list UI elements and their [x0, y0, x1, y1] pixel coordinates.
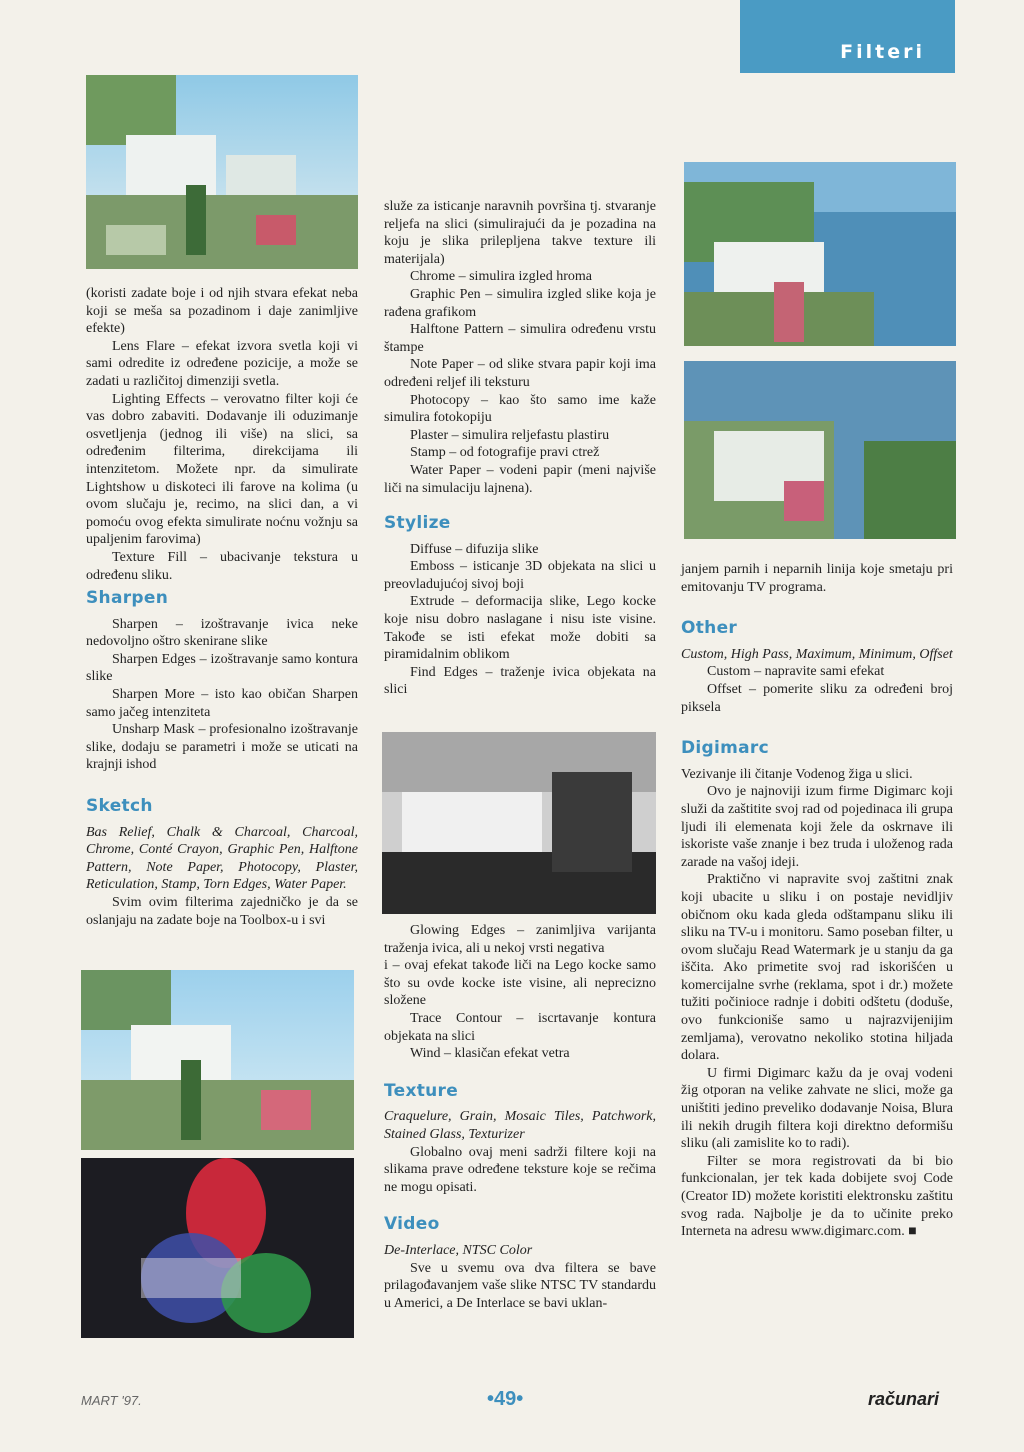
paragraph: Custom, High Pass, Maximum, Minimum, Offset [681, 646, 953, 662]
paragraph: Svim ovim filterima zajedničko je da se oslanjaju na zadate boje na Toolbox-u i svi [86, 895, 358, 928]
photo-craquelure [684, 361, 956, 539]
paragraph: Diffuse – difuzija slike [410, 541, 539, 557]
paragraph: Plaster – simulira reljefastu plastiru [410, 427, 610, 443]
paragraph: Halftone Pattern – simulira određenu vrstu štampe [384, 322, 656, 355]
paragraph: Stamp – od fotografije pravi ctrež [410, 445, 600, 461]
heading-stylize: Stylize [384, 513, 451, 534]
section-tab [740, 0, 955, 73]
column-3 [681, 561, 953, 1241]
paragraph: Chrome – simulira izgled hroma [410, 269, 592, 285]
column-2 [384, 198, 656, 699]
photo-lighting [81, 1158, 354, 1338]
paragraph: Praktično vi napravite svoj zaštitni znak koji ubacite u sliku i on postaje nevidljiv običnom oku kada gleda odštampanu sliku ili sliku na TV-u i monitoru. Samo poseban filter, u ovom slučaju Read Watermark je u stanju da ga iščita. Ako primetite svoj rad iskorišćen u komercijalne svrhe (reklama, spot i dr.) možete tužiti počinioce radnje i dobiti odštetu (doduše, ovo funkcioniše samo u najrazvijenijim zemljama), verovatno nekoliko stotina hiljada dolara. [681, 872, 953, 1064]
heading-video: Video [384, 1214, 440, 1235]
column-2-lower [384, 922, 656, 1312]
paragraph: Filter se mora registrovati da bi bio funkcionalan, jer tek kada dobijete svoj Code (Creator ID) možete koristiti elektronsku zaštitu svog rada. Najbolje je da to učinite preko Interneta na adresu www.digimarc.com. ■ [681, 1153, 953, 1240]
footer-magazine: računari [868, 1389, 940, 1409]
paragraph: Graphic Pen – simulira izgled slike koja je rađena grafikom [384, 286, 656, 320]
heading-other: Other [681, 618, 738, 639]
photo-graphic-pen [382, 732, 656, 914]
paragraph: Sharpen More – isto kao običan Sharpen samo jačeg intenziteta [86, 687, 358, 720]
photo-pixelate [86, 75, 358, 269]
paragraph: (koristi zadate boje i od njih stvara efekat neba koji se meša sa pozadinom i daje zanimljive efekte) [86, 286, 358, 337]
paragraph: Sve u svemu ova dva filtera se bave prilagođavanjem vaše slike NTSC TV standardu u Americi, a De Interlace se bavi uklan- [384, 1260, 656, 1311]
footer-issue: MART '97. [81, 1393, 142, 1408]
heading-digimarc: Digimarc [681, 738, 769, 759]
paragraph: Craquelure, Grain, Mosaic Tiles, Patchwork, Stained Glass, Texturizer [384, 1109, 656, 1142]
paragraph: Sharpen – izoštravanje ivica neke nedovoljno oštro skenirane slike [86, 616, 358, 650]
paragraph: Globalno ovaj meni sadrži filtere koji na slikama prave određene teksture koje se rečima ne mogu opisati. [384, 1144, 656, 1195]
paragraph: Trace Contour – iscrtavanje kontura objekata na slici [384, 1010, 656, 1044]
paragraph: Lens Flare – efekat izvora svetla koji vi sami odredite iz određene pozicije, a može se zadati u različitoj dimenziji svetla. [86, 338, 358, 389]
paragraph: Note Paper – od slike stvara papir koji ima određeni reljef ili teksturu [384, 357, 656, 390]
paragraph: Photocopy – kao što samo ime kaže simulira fotokopiju [384, 392, 656, 426]
paragraph: Ovo je najnoviji izum firme Digimarc koji služi da zaštitite svoj rad od pojedinaca ili grupa ljudi ili elemenata koji žele da oskrnave ili iskoriste vaše znanje i bez truda i uloženog rada zarade na vašoj ideji. [681, 784, 953, 870]
paragraph: janjem parnih i neparnih linija koje smetaju pri emitovanju TV programa. [681, 562, 953, 595]
paragraph: služe za isticanje naravnih površina tj. stvaranje reljefa na slici (simulirajući da je pozadina na koju je slika prilepljena takve texture ili materijala) [384, 199, 656, 267]
paragraph: Water Paper – vodeni papir (meni najviše liči na simulaciju lajnena). [384, 462, 656, 496]
paragraph: Texture Fill – ubacivanje tekstura u određenu sliku. [86, 549, 358, 583]
paragraph: Custom – napravite sami efekat [707, 664, 885, 680]
heading-texture: Texture [384, 1080, 459, 1101]
heading-sharpen: Sharpen [86, 588, 169, 609]
paragraph: Glowing Edges – zanimljiva varijanta traženja ivica, ali u nekoj vrsti negativa [384, 923, 656, 956]
paragraph: Sharpen Edges – izoštravanje samo kontura slike [86, 651, 358, 685]
paragraph: Extrude – deformacija slike, Lego kocke koje nisu dobro naslagane i nisu iste visine. Takođe se isti efekat može dobiti sa piramidalnim oblikom [384, 594, 656, 663]
paragraph: Find Edges – traženje ivica objekata na slici [384, 664, 656, 698]
paragraph: Bas Relief, Chalk & Charcoal, Charcoal, Chrome, Conté Crayon, Graphic Pen, Halftone Pattern, Note Paper, Photocopy, Plaster, Reticulation, Stamp, Torn Edges, Water Paper. [86, 824, 358, 893]
paragraph: Emboss – isticanje 3D objekata na slici u preovladujućoj sivoj boji [384, 559, 656, 592]
photo-glass [684, 162, 956, 346]
column-1 [86, 285, 358, 929]
paragraph: Offset – pomerite sliku za određeni broj piksela [681, 681, 953, 715]
paragraph: De-Interlace, NTSC Color [384, 1242, 533, 1258]
paragraph: Vezivanje ili čitanje Vodenog žiga u slici. [681, 766, 913, 782]
paragraph: U firmi Digimarc kažu da je ovaj vodeni žig otporan na velike zahvate ne slici, može ga uništiti jedino preveliko dodavanje Noisa, Blura ili nekih drugih filtera koji direktno deformišu sliku (ali zamislite ko to radi). [681, 1065, 953, 1152]
paragraph: Lighting Effects – verovatno filter koji će vas dobro zabaviti. Dodavanje ili oduzimanje osvetljenja (jednog ili više) na slici, sa određenim filterima, direkcijama ili intenzitetom. Možete npr. da simulirate Lightshow u diskoteci ili farove na kolima (u ovom slučaju je, recimo, na slici dan, a vi pomoću ovog efekta simulirate noćnu vožnju sa upaljenim farovima) [86, 391, 358, 548]
paragraph: i – ovaj efekat takođe liči na Lego kocke samo što su ovde kocke iste visine, ali neprecizno složene [384, 958, 656, 1009]
page-number: •49• [487, 1388, 524, 1410]
photo-original [81, 970, 354, 1150]
heading-sketch: Sketch [86, 796, 153, 817]
paragraph: Wind – klasičan efekat vetra [410, 1046, 570, 1062]
paragraph: Unsharp Mask – profesionalno izoštravanje slike, dodaju se parametri i može se uticati na krajnji ishod [86, 722, 358, 773]
section-title: Filteri [840, 41, 925, 63]
